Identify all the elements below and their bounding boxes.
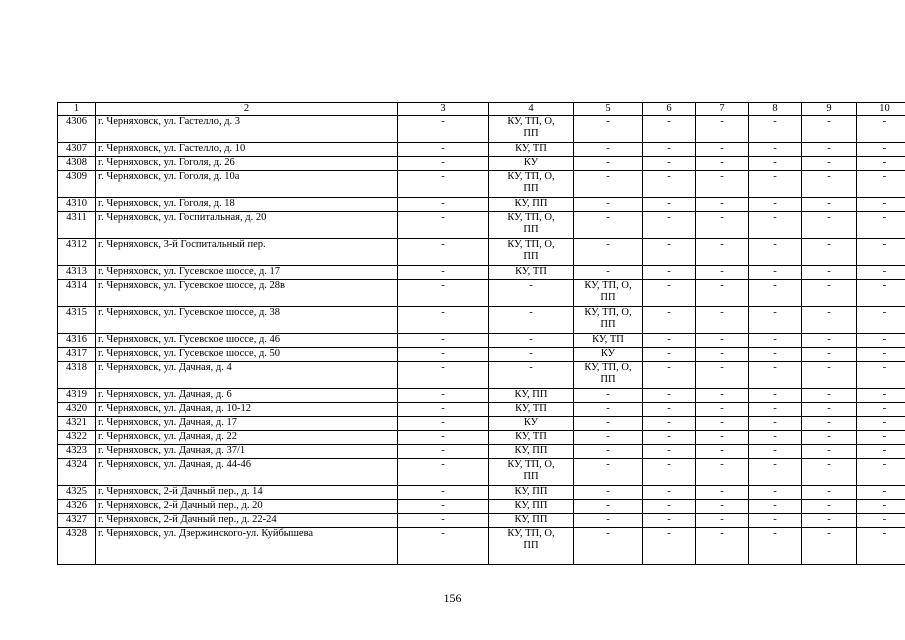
value-cell: - (696, 239, 749, 266)
value-cell: - (398, 212, 489, 239)
value-cell: - (643, 362, 696, 389)
table-row (58, 212, 905, 239)
column-header: 7 (696, 103, 749, 116)
row-number-cell: 4307 (58, 143, 96, 157)
value-cell: - (574, 198, 643, 212)
value-cell: - (696, 500, 749, 514)
value-cell: - (643, 334, 696, 348)
value-cell: - (857, 157, 905, 171)
address-cell: г. Черняховск, ул. Гусевское шоссе, д. 17 (96, 266, 398, 280)
value-cell: - (489, 280, 574, 307)
address-cell: г. Черняховск, 2-й Дачный пер., д. 20 (96, 500, 398, 514)
value-cell: - (696, 445, 749, 459)
value-cell: - (749, 266, 802, 280)
value-cell: - (574, 403, 643, 417)
column-header: 10 (857, 103, 905, 116)
table-row (58, 500, 905, 514)
value-cell: - (802, 157, 857, 171)
value-cell: - (574, 528, 643, 565)
row-number-cell: 4318 (58, 362, 96, 389)
value-cell: - (489, 307, 574, 334)
value-cell: КУ, ТП, О, ПП (574, 280, 643, 307)
address-cell: г. Черняховск, ул. Дачная, д. 10-12 (96, 403, 398, 417)
value-cell: - (749, 171, 802, 198)
address-cell: г. Черняховск, 2-й Дачный пер., д. 22-24 (96, 514, 398, 528)
value-cell: - (749, 334, 802, 348)
value-cell: КУ, ТП (489, 266, 574, 280)
value-cell: - (749, 389, 802, 403)
value-cell: - (574, 486, 643, 500)
value-cell: - (857, 212, 905, 239)
value-cell: - (696, 280, 749, 307)
value-cell: - (574, 157, 643, 171)
table-header (58, 103, 905, 116)
value-cell: - (696, 266, 749, 280)
value-cell: - (749, 116, 802, 143)
value-cell: - (398, 431, 489, 445)
row-number-cell: 4323 (58, 445, 96, 459)
value-cell: - (643, 459, 696, 486)
value-cell: - (574, 500, 643, 514)
value-cell: - (696, 362, 749, 389)
row-number-cell: 4328 (58, 528, 96, 565)
value-cell: - (398, 362, 489, 389)
value-cell: - (749, 403, 802, 417)
value-cell: - (857, 116, 905, 143)
value-cell: - (398, 198, 489, 212)
address-cell: г. Черняховск, ул. Дачная, д. 4 (96, 362, 398, 389)
value-cell: КУ, ТП (489, 143, 574, 157)
data-table (57, 102, 905, 565)
table-body (58, 116, 905, 565)
value-cell: - (857, 334, 905, 348)
address-cell: г. Черняховск, ул. Гусевское шоссе, д. 46 (96, 334, 398, 348)
value-cell: - (696, 212, 749, 239)
value-cell: - (574, 212, 643, 239)
row-number-cell: 4319 (58, 389, 96, 403)
value-cell: - (643, 239, 696, 266)
value-cell: - (802, 528, 857, 565)
row-number-cell: 4316 (58, 334, 96, 348)
value-cell: - (398, 280, 489, 307)
value-cell: - (749, 486, 802, 500)
row-number-cell: 4310 (58, 198, 96, 212)
value-cell: - (398, 500, 489, 514)
table-row (58, 486, 905, 500)
table-row (58, 362, 905, 389)
address-cell: г. Черняховск, ул. Дачная, д. 6 (96, 389, 398, 403)
value-cell: - (802, 417, 857, 431)
value-cell: - (857, 266, 905, 280)
value-cell: - (802, 143, 857, 157)
row-number-cell: 4312 (58, 239, 96, 266)
row-number-cell: 4308 (58, 157, 96, 171)
value-cell: КУ, ТП, О, ПП (489, 459, 574, 486)
table-row (58, 116, 905, 143)
value-cell: - (696, 143, 749, 157)
value-cell: - (398, 348, 489, 362)
address-cell: г. Черняховск, ул. Дачная, д. 17 (96, 417, 398, 431)
value-cell: - (749, 528, 802, 565)
value-cell: - (802, 500, 857, 514)
value-cell: - (857, 280, 905, 307)
value-cell: - (802, 459, 857, 486)
value-cell: - (489, 334, 574, 348)
value-cell: - (857, 417, 905, 431)
value-cell: - (696, 417, 749, 431)
value-cell: - (857, 459, 905, 486)
value-cell: - (749, 198, 802, 212)
value-cell: - (802, 445, 857, 459)
value-cell: - (643, 198, 696, 212)
value-cell: КУ, ПП (489, 389, 574, 403)
value-cell: - (749, 348, 802, 362)
value-cell: КУ (489, 157, 574, 171)
value-cell: - (802, 307, 857, 334)
row-number-cell: 4325 (58, 486, 96, 500)
table-row (58, 528, 905, 565)
address-cell: г. Черняховск, ул. Дачная, д. 37/1 (96, 445, 398, 459)
address-cell: г. Черняховск, ул. Гусевское шоссе, д. 28в (96, 280, 398, 307)
value-cell: КУ, ТП, О, ПП (489, 239, 574, 266)
value-cell: - (802, 348, 857, 362)
address-cell: г. Черняховск, ул. Гастелло, д. 3 (96, 116, 398, 143)
row-number-cell: 4327 (58, 514, 96, 528)
value-cell: - (643, 143, 696, 157)
value-cell: - (398, 171, 489, 198)
address-cell: г. Черняховск, ул. Гастелло, д. 10 (96, 143, 398, 157)
value-cell: КУ, ПП (489, 445, 574, 459)
value-cell: - (574, 389, 643, 403)
value-cell: - (696, 459, 749, 486)
value-cell: - (857, 403, 905, 417)
value-cell: - (398, 389, 489, 403)
value-cell: - (696, 307, 749, 334)
value-cell: КУ, ТП, О, ПП (489, 212, 574, 239)
row-number-cell: 4311 (58, 212, 96, 239)
header-row (58, 103, 905, 116)
value-cell: - (398, 334, 489, 348)
value-cell: - (802, 198, 857, 212)
value-cell: - (643, 212, 696, 239)
value-cell: - (643, 514, 696, 528)
column-header: 9 (802, 103, 857, 116)
value-cell: КУ (574, 348, 643, 362)
row-number-cell: 4315 (58, 307, 96, 334)
value-cell: - (696, 528, 749, 565)
address-cell: г. Черняховск, ул. Гусевское шоссе, д. 50 (96, 348, 398, 362)
value-cell: - (574, 459, 643, 486)
row-number-cell: 4317 (58, 348, 96, 362)
value-cell: - (749, 157, 802, 171)
value-cell: - (749, 500, 802, 514)
value-cell: - (802, 239, 857, 266)
value-cell: - (574, 445, 643, 459)
value-cell: - (696, 116, 749, 143)
value-cell: - (398, 486, 489, 500)
column-header: 5 (574, 103, 643, 116)
value-cell: - (749, 445, 802, 459)
value-cell: - (574, 417, 643, 431)
column-header: 6 (643, 103, 696, 116)
value-cell: - (696, 157, 749, 171)
column-header: 8 (749, 103, 802, 116)
value-cell: - (696, 348, 749, 362)
column-header: 2 (96, 103, 398, 116)
address-cell: г. Черняховск, ул. Гусевское шоссе, д. 38 (96, 307, 398, 334)
value-cell: - (643, 307, 696, 334)
value-cell: КУ, ПП (489, 500, 574, 514)
value-cell: КУ, ПП (489, 514, 574, 528)
value-cell: - (802, 486, 857, 500)
column-header: 3 (398, 103, 489, 116)
address-cell: г. Черняховск, ул. Дачная, д. 44-46 (96, 459, 398, 486)
value-cell: - (398, 266, 489, 280)
value-cell: - (398, 116, 489, 143)
value-cell: - (696, 334, 749, 348)
row-number-cell: 4321 (58, 417, 96, 431)
table-row (58, 266, 905, 280)
value-cell: КУ, ТП (574, 334, 643, 348)
value-cell: - (857, 514, 905, 528)
value-cell: - (574, 239, 643, 266)
value-cell: - (696, 514, 749, 528)
row-number-cell: 4320 (58, 403, 96, 417)
value-cell: - (802, 171, 857, 198)
table-row (58, 389, 905, 403)
table-row (58, 143, 905, 157)
column-header: 4 (489, 103, 574, 116)
value-cell: - (857, 239, 905, 266)
table-row (58, 431, 905, 445)
value-cell: - (749, 362, 802, 389)
value-cell: - (857, 528, 905, 565)
table-row (58, 459, 905, 486)
value-cell: КУ, ТП, О, ПП (489, 171, 574, 198)
value-cell: - (749, 212, 802, 239)
value-cell: - (857, 445, 905, 459)
value-cell: - (398, 417, 489, 431)
address-cell: г. Черняховск, 2-й Дачный пер., д. 14 (96, 486, 398, 500)
value-cell: - (643, 528, 696, 565)
value-cell: КУ, ТП, О, ПП (489, 528, 574, 565)
value-cell: - (574, 171, 643, 198)
value-cell: - (857, 171, 905, 198)
value-cell: - (696, 403, 749, 417)
value-cell: КУ (489, 417, 574, 431)
table-row (58, 239, 905, 266)
value-cell: - (643, 431, 696, 445)
table-row (58, 280, 905, 307)
table-row (58, 307, 905, 334)
value-cell: - (802, 116, 857, 143)
value-cell: - (857, 389, 905, 403)
value-cell: - (749, 431, 802, 445)
value-cell: - (857, 198, 905, 212)
value-cell: - (398, 143, 489, 157)
value-cell: КУ, ТП, О, ПП (489, 116, 574, 143)
address-cell: г. Черняховск, 3-й Госпитальный пер. (96, 239, 398, 266)
value-cell: - (857, 500, 905, 514)
value-cell: - (489, 362, 574, 389)
value-cell: - (857, 143, 905, 157)
value-cell: - (696, 431, 749, 445)
value-cell: - (696, 389, 749, 403)
value-cell: - (802, 389, 857, 403)
value-cell: КУ, ТП, О, ПП (574, 362, 643, 389)
value-cell: - (398, 403, 489, 417)
value-cell: - (857, 307, 905, 334)
value-cell: - (802, 212, 857, 239)
table-row (58, 157, 905, 171)
value-cell: - (643, 266, 696, 280)
value-cell: КУ, ТП (489, 403, 574, 417)
value-cell: - (398, 239, 489, 266)
table-row (58, 171, 905, 198)
value-cell: - (749, 280, 802, 307)
address-cell: г. Черняховск, ул. Гоголя, д. 26 (96, 157, 398, 171)
address-cell: г. Черняховск, ул. Дачная, д. 22 (96, 431, 398, 445)
value-cell: - (696, 171, 749, 198)
address-cell: г. Черняховск, ул. Гоголя, д. 10а (96, 171, 398, 198)
table-row (58, 403, 905, 417)
row-number-cell: 4306 (58, 116, 96, 143)
table-row (58, 514, 905, 528)
value-cell: - (802, 334, 857, 348)
row-number-cell: 4309 (58, 171, 96, 198)
value-cell: - (749, 239, 802, 266)
value-cell: - (696, 486, 749, 500)
row-number-cell: 4326 (58, 500, 96, 514)
value-cell: - (749, 459, 802, 486)
value-cell: - (398, 307, 489, 334)
value-cell: - (643, 171, 696, 198)
row-number-cell: 4313 (58, 266, 96, 280)
value-cell: - (802, 362, 857, 389)
row-number-cell: 4324 (58, 459, 96, 486)
value-cell: - (643, 403, 696, 417)
value-cell: - (643, 280, 696, 307)
value-cell: - (574, 116, 643, 143)
value-cell: - (802, 403, 857, 417)
table-row (58, 334, 905, 348)
value-cell: - (643, 157, 696, 171)
value-cell: - (574, 143, 643, 157)
value-cell: - (643, 500, 696, 514)
page-number: 156 (443, 591, 462, 605)
value-cell: - (398, 514, 489, 528)
value-cell: - (643, 116, 696, 143)
value-cell: - (857, 486, 905, 500)
table-row (58, 417, 905, 431)
address-cell: г. Черняховск, ул. Госпитальная, д. 20 (96, 212, 398, 239)
address-cell: г. Черняховск, ул. Дзержинского-ул. Куйбышева (96, 528, 398, 565)
value-cell: - (574, 266, 643, 280)
value-cell: - (749, 417, 802, 431)
value-cell: - (643, 348, 696, 362)
value-cell: - (643, 486, 696, 500)
value-cell: КУ, ТП (489, 431, 574, 445)
value-cell: - (398, 157, 489, 171)
table-row (58, 198, 905, 212)
table-row (58, 445, 905, 459)
value-cell: - (749, 307, 802, 334)
value-cell: - (398, 459, 489, 486)
value-cell: КУ, ТП, О, ПП (574, 307, 643, 334)
value-cell: - (574, 514, 643, 528)
value-cell: - (802, 266, 857, 280)
value-cell: - (857, 348, 905, 362)
value-cell: КУ, ПП (489, 198, 574, 212)
value-cell: - (696, 198, 749, 212)
value-cell: - (857, 431, 905, 445)
value-cell: - (643, 445, 696, 459)
table-row (58, 348, 905, 362)
row-number-cell: 4314 (58, 280, 96, 307)
row-number-cell: 4322 (58, 431, 96, 445)
value-cell: - (749, 143, 802, 157)
value-cell: - (857, 362, 905, 389)
value-cell: - (802, 280, 857, 307)
column-header: 1 (58, 103, 96, 116)
value-cell: КУ, ПП (489, 486, 574, 500)
value-cell: - (802, 514, 857, 528)
value-cell: - (574, 431, 643, 445)
value-cell: - (489, 348, 574, 362)
value-cell: - (643, 389, 696, 403)
value-cell: - (398, 445, 489, 459)
value-cell: - (643, 417, 696, 431)
value-cell: - (802, 431, 857, 445)
value-cell: - (398, 528, 489, 565)
address-cell: г. Черняховск, ул. Гоголя, д. 18 (96, 198, 398, 212)
value-cell: - (749, 514, 802, 528)
